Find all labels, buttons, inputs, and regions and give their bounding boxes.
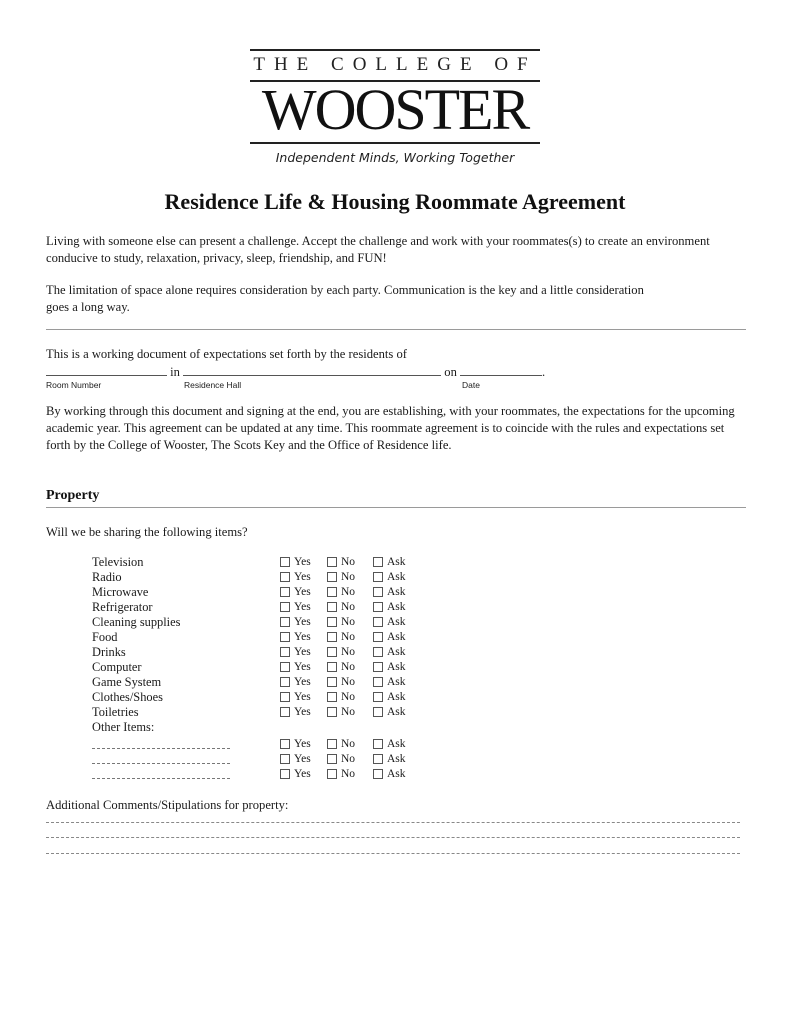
word-in: in — [170, 365, 180, 379]
checkbox[interactable] — [327, 632, 337, 642]
checkbox[interactable] — [327, 647, 337, 657]
option-no[interactable]: No — [327, 616, 355, 628]
room-number-caption: Room Number — [46, 380, 102, 390]
option-yes[interactable]: Yes — [280, 586, 311, 598]
document-title: Residence Life & Housing Roommate Agreement — [164, 189, 626, 214]
option-yes[interactable]: Yes — [280, 616, 311, 628]
property-row-microwave — [92, 585, 422, 600]
property-row-other-3 — [92, 767, 422, 782]
date-caption: Date — [462, 380, 480, 390]
checkbox[interactable] — [373, 602, 383, 612]
item-label: Computer — [92, 660, 142, 674]
option-ask[interactable]: Ask — [373, 676, 406, 688]
option-no[interactable]: No — [327, 571, 355, 583]
option-yes[interactable]: Yes — [280, 691, 311, 703]
checkbox[interactable] — [327, 602, 337, 612]
option-ask[interactable]: Ask — [373, 753, 406, 765]
property-question: Will we be sharing the following items? — [46, 525, 248, 539]
checkbox[interactable] — [280, 707, 290, 717]
other-item-field[interactable] — [92, 763, 230, 764]
logo-line-1: THE COLLEGE OF — [253, 54, 537, 75]
logo-line-2: WOOSTER — [261, 77, 529, 142]
option-ask[interactable]: Ask — [373, 616, 406, 628]
option-ask[interactable]: Ask — [373, 646, 406, 658]
college-logo — [250, 49, 540, 144]
room-number-field[interactable] — [46, 363, 167, 376]
property-row-drinks — [92, 645, 422, 660]
property-row-game-system — [92, 675, 422, 690]
checkbox[interactable] — [280, 662, 290, 672]
checkbox[interactable] — [373, 572, 383, 582]
comments-label: Additional Comments/Stipulations for property: — [46, 798, 289, 812]
option-yes[interactable]: Yes — [280, 631, 311, 643]
item-label: Food — [92, 630, 118, 644]
checkbox[interactable] — [373, 707, 383, 717]
checkbox[interactable] — [327, 587, 337, 597]
option-yes[interactable]: Yes — [280, 753, 311, 765]
logo-tagline: Independent Minds, Working Together — [275, 150, 515, 165]
checkbox[interactable] — [373, 617, 383, 627]
option-yes[interactable]: Yes — [280, 571, 311, 583]
checkbox[interactable] — [373, 632, 383, 642]
option-no[interactable]: No — [327, 586, 355, 598]
property-heading: Property — [46, 488, 100, 503]
option-ask[interactable]: Ask — [373, 691, 406, 703]
residence-hall-field[interactable] — [183, 363, 441, 376]
checkbox[interactable] — [327, 677, 337, 687]
checkbox[interactable] — [327, 707, 337, 717]
option-ask[interactable]: Ask — [373, 556, 406, 568]
option-yes[interactable]: Yes — [280, 706, 311, 718]
checkbox[interactable] — [280, 557, 290, 567]
logo-rule — [250, 49, 540, 51]
checkbox[interactable] — [280, 587, 290, 597]
item-label: Refrigerator — [92, 600, 153, 614]
intro-paragraph-1: Living with someone else can present a challenge. Accept the challenge and work with your roommates(s) to create an environment conducive to study, relaxation, privacy, sleep, friendship, and FUN! — [46, 234, 710, 265]
option-yes[interactable]: Yes — [280, 661, 311, 673]
comment-line-1[interactable] — [46, 822, 740, 823]
option-no[interactable]: No — [327, 768, 355, 780]
option-yes[interactable]: Yes — [280, 676, 311, 688]
option-no[interactable]: No — [327, 676, 355, 688]
checkbox[interactable] — [327, 617, 337, 627]
checkbox[interactable] — [327, 557, 337, 567]
checkbox[interactable] — [280, 769, 290, 779]
property-row-food — [92, 630, 422, 645]
checkbox[interactable] — [280, 602, 290, 612]
property-row-cleaning-supplies — [92, 615, 422, 630]
property-row-other-2 — [92, 752, 422, 767]
checkbox[interactable] — [373, 587, 383, 597]
other-items-label-row — [92, 720, 422, 735]
option-no[interactable]: No — [327, 738, 355, 750]
item-label: Toiletries — [92, 705, 139, 719]
item-label: Television — [92, 555, 144, 569]
residents-lead: This is a working document of expectations set forth by the residents of — [46, 347, 407, 361]
checkbox[interactable] — [280, 739, 290, 749]
option-yes[interactable]: Yes — [280, 768, 311, 780]
property-row-radio — [92, 570, 422, 585]
property-row-refrigerator — [92, 600, 422, 615]
checkbox[interactable] — [280, 617, 290, 627]
checkbox[interactable] — [373, 754, 383, 764]
word-on: on — [444, 365, 457, 379]
checkbox[interactable] — [280, 677, 290, 687]
option-ask[interactable]: Ask — [373, 661, 406, 673]
property-divider — [46, 507, 746, 508]
checkbox[interactable] — [373, 557, 383, 567]
option-ask[interactable]: Ask — [373, 601, 406, 613]
checkbox[interactable] — [373, 662, 383, 672]
option-ask[interactable]: Ask — [373, 631, 406, 643]
option-no[interactable]: No — [327, 556, 355, 568]
checkbox[interactable] — [280, 754, 290, 764]
checkbox[interactable] — [280, 632, 290, 642]
checkbox[interactable] — [373, 647, 383, 657]
item-label: Cleaning supplies — [92, 615, 181, 629]
intro-paragraph-2: The limitation of space alone requires consideration by each party. Communication is the key and a little consideration goes a long way. — [46, 283, 644, 314]
checkbox[interactable] — [373, 677, 383, 687]
option-no[interactable]: No — [327, 601, 355, 613]
option-no[interactable]: No — [327, 646, 355, 658]
option-ask[interactable]: Ask — [373, 768, 406, 780]
option-no[interactable]: No — [327, 691, 355, 703]
comment-line-3[interactable] — [46, 853, 740, 854]
checkbox[interactable] — [280, 572, 290, 582]
option-yes[interactable]: Yes — [280, 556, 311, 568]
item-label: Microwave — [92, 585, 149, 599]
property-row-computer — [92, 660, 422, 675]
checkbox[interactable] — [373, 739, 383, 749]
item-label: Drinks — [92, 645, 126, 659]
checkbox[interactable] — [327, 769, 337, 779]
checkbox[interactable] — [327, 692, 337, 702]
other-item-field[interactable] — [92, 778, 230, 779]
option-ask[interactable]: Ask — [373, 571, 406, 583]
option-yes[interactable]: Yes — [280, 738, 311, 750]
item-label: Game System — [92, 675, 162, 689]
option-ask[interactable]: Ask — [373, 738, 406, 750]
checkbox[interactable] — [280, 647, 290, 657]
option-yes[interactable]: Yes — [280, 646, 311, 658]
property-row-clothes-shoes — [92, 690, 422, 705]
option-no[interactable]: No — [327, 753, 355, 765]
agreement-paragraph: By working through this document and signing at the end, you are establishing, with your roommates, the expectations for the upcoming academic year. This agreement can be updated at any time. This roommate agreement is to coincide with the rules and expectations set forth by the College of Wooster, The Scots Key and the Office of Residence life. — [46, 404, 735, 452]
residents-fill-line — [46, 363, 545, 380]
checkbox[interactable] — [327, 572, 337, 582]
period: . — [542, 365, 546, 379]
property-row-other-1 — [92, 737, 422, 752]
logo-rule — [250, 142, 540, 144]
checkbox[interactable] — [327, 662, 337, 672]
item-label: Radio — [92, 570, 122, 584]
checkbox[interactable] — [373, 692, 383, 702]
checkbox[interactable] — [373, 769, 383, 779]
other-items-label: Other Items: — [92, 720, 155, 734]
other-item-field[interactable] — [92, 748, 230, 749]
property-row-television — [92, 555, 422, 570]
option-no[interactable]: No — [327, 706, 355, 718]
checkbox[interactable] — [327, 739, 337, 749]
checkbox[interactable] — [327, 754, 337, 764]
divider — [46, 329, 746, 330]
option-yes[interactable]: Yes — [280, 601, 311, 613]
comment-line-2[interactable] — [46, 837, 740, 838]
option-no[interactable]: No — [327, 631, 355, 643]
checkbox[interactable] — [280, 692, 290, 702]
option-ask[interactable]: Ask — [373, 586, 406, 598]
item-label: Clothes/Shoes — [92, 690, 163, 704]
option-no[interactable]: No — [327, 661, 355, 673]
residence-hall-caption: Residence Hall — [184, 380, 242, 390]
option-ask[interactable]: Ask — [373, 706, 406, 718]
date-field[interactable] — [460, 363, 542, 376]
property-row-toiletries — [92, 705, 422, 720]
